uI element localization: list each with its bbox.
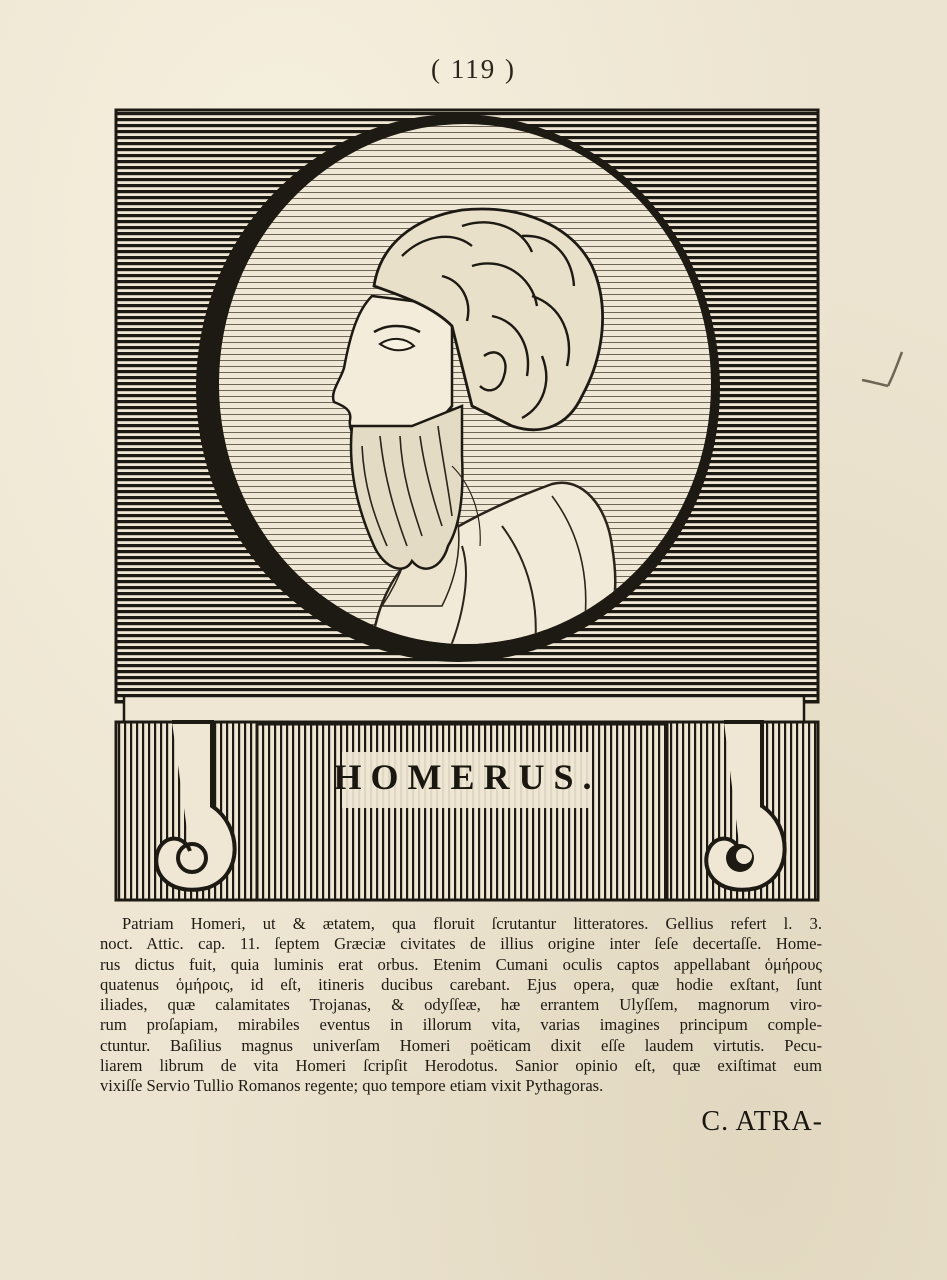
text-line: Patriam Homeri, ut & ætatem, qua floruit ſcrutantur litteratores. Gellius refert l. 3. xyxy=(122,914,822,933)
catchword: C. ATRA- xyxy=(701,1106,823,1137)
text-line: quatenus ὁμήροις, id eſt, itineris ducibus carebant. Ejus opera, quæ hodie exſtant, ſunt xyxy=(100,974,822,994)
plate-caption: HOMERUS. xyxy=(333,757,601,797)
page-number: ( 119 ) xyxy=(431,54,516,84)
margin-pencil-mark xyxy=(858,346,908,401)
engraved-portrait-plate xyxy=(112,106,822,902)
text-line: rum proſapiam, mirabiles eventus in illorum vita, varias imagines principum comple- xyxy=(100,1015,822,1035)
text-line: liarem librum de vita Homeri ſcripſit Herodotus. Sanior opinio eſt, quæ exiſtimat eum xyxy=(100,1056,822,1076)
text-line: vixiſſe Servio Tullio Romanos regente; quo tempore etiam vixit Pythagoras. xyxy=(100,1076,604,1096)
body-text xyxy=(100,914,822,1097)
text-line: ctuntur. Baſilius magnus univerſam Homeri poëticam dixit eſſe laudem virtutis. Pecu- xyxy=(100,1035,822,1055)
text-line: rus dictus fuit, quia luminis erat orbus. Etenim Cumani oculis captos appellabant ὁμήρους xyxy=(100,954,822,974)
text-line: iliades, quæ calamitates Trojanas, & odyſſeæ, hæ errantem Ulyſſem, magnorum viro- xyxy=(100,995,822,1015)
text-line: noct. Attic. cap. 11. ſeptem Græciæ civitates de illius origine inter ſeſe decertaſſe. Home- xyxy=(100,934,822,954)
pedestal-cornice xyxy=(124,696,804,722)
caption-panel xyxy=(257,724,667,900)
